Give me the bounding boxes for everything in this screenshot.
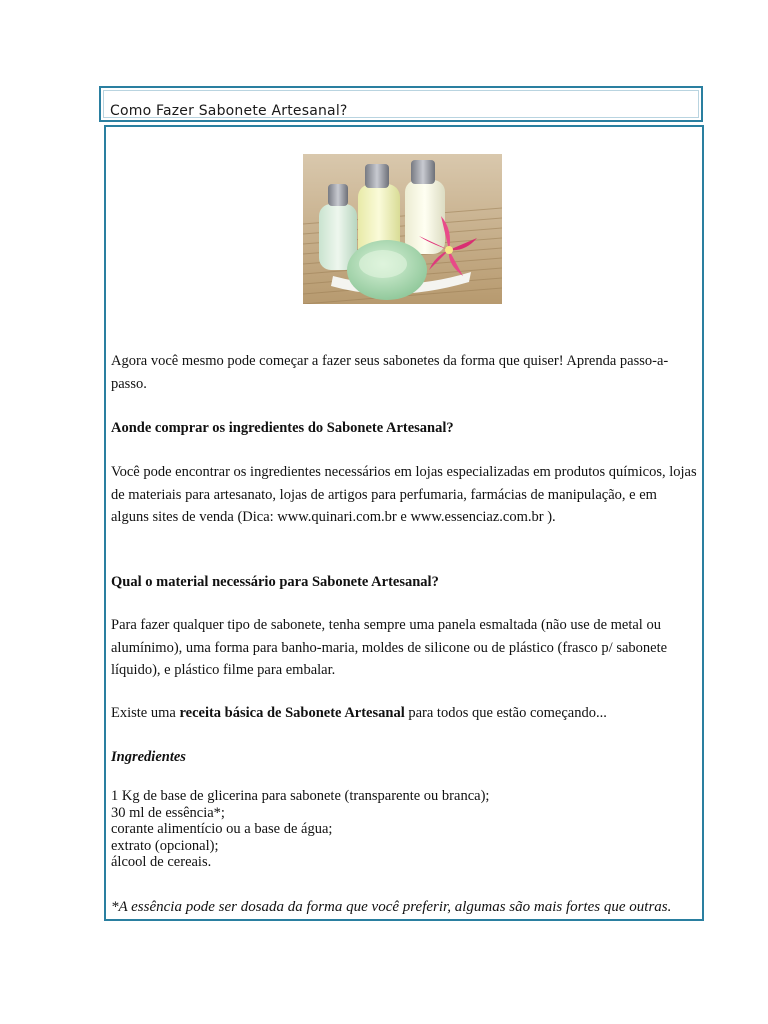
ingredients-heading: Ingredientes: [111, 749, 186, 765]
article-title-box: [99, 86, 703, 122]
where-to-buy-paragraph: Você pode encontrar os ingredientes necessários em lojas especializadas em produtos químicos, lojas de materiais para artesanato, lojas de artigos para perfumaria, farmácias de manipulação, e em alguns sites de venda (Dica: www.quinari.com.br e www.essenciaz.com.br ).: [111, 464, 697, 525]
ingredient-item: extrato (opcional);: [111, 837, 219, 854]
ingredient-item: álcool de cereais.: [111, 854, 212, 870]
section-heading-materials: Qual o material necessário para Sabonete Artesanal?: [111, 574, 439, 590]
recipe-intro-before: Existe uma: [111, 705, 180, 721]
ingredient-item: 30 ml de essência*;: [111, 804, 225, 821]
ingredient-item: corante alimentício ou a base de água;: [111, 821, 333, 837]
recipe-intro-bold: receita básica de Sabonete Artesanal: [179, 705, 405, 721]
recipe-intro-after: para todos que estão começando...: [404, 705, 607, 721]
page-title: Como Fazer Sabonete Artesanal?: [110, 103, 348, 119]
essence-note: *A essência pode ser dosada da forma que você preferir, algumas são mais fortes que outras.: [111, 899, 672, 915]
soap-bottles-photo: [303, 154, 502, 304]
article-content-box: [104, 125, 704, 921]
ingredient-item: 1 Kg de base de glicerina para sabonete (transparente ou branca);: [111, 788, 490, 804]
section-heading-where-to-buy: Aonde comprar os ingredientes do Sabonete Artesanal?: [111, 420, 454, 436]
soap-photo-illustration: [303, 154, 502, 304]
ingredients-list: [111, 788, 697, 871]
recipe-intro-paragraph: [111, 702, 697, 725]
intro-paragraph: Agora você mesmo pode começar a fazer seus sabonetes da forma que quiser! Aprenda passo-a-passo.: [111, 353, 669, 392]
materials-paragraph: Para fazer qualquer tipo de sabonete, tenha sempre uma panela esmaltada (não use de metal ou alumínimo), uma forma para banho-maria, moldes de silicone ou de plástico (frasco p/ sabonete líquido), e plástico filme para embalar.: [111, 617, 668, 678]
